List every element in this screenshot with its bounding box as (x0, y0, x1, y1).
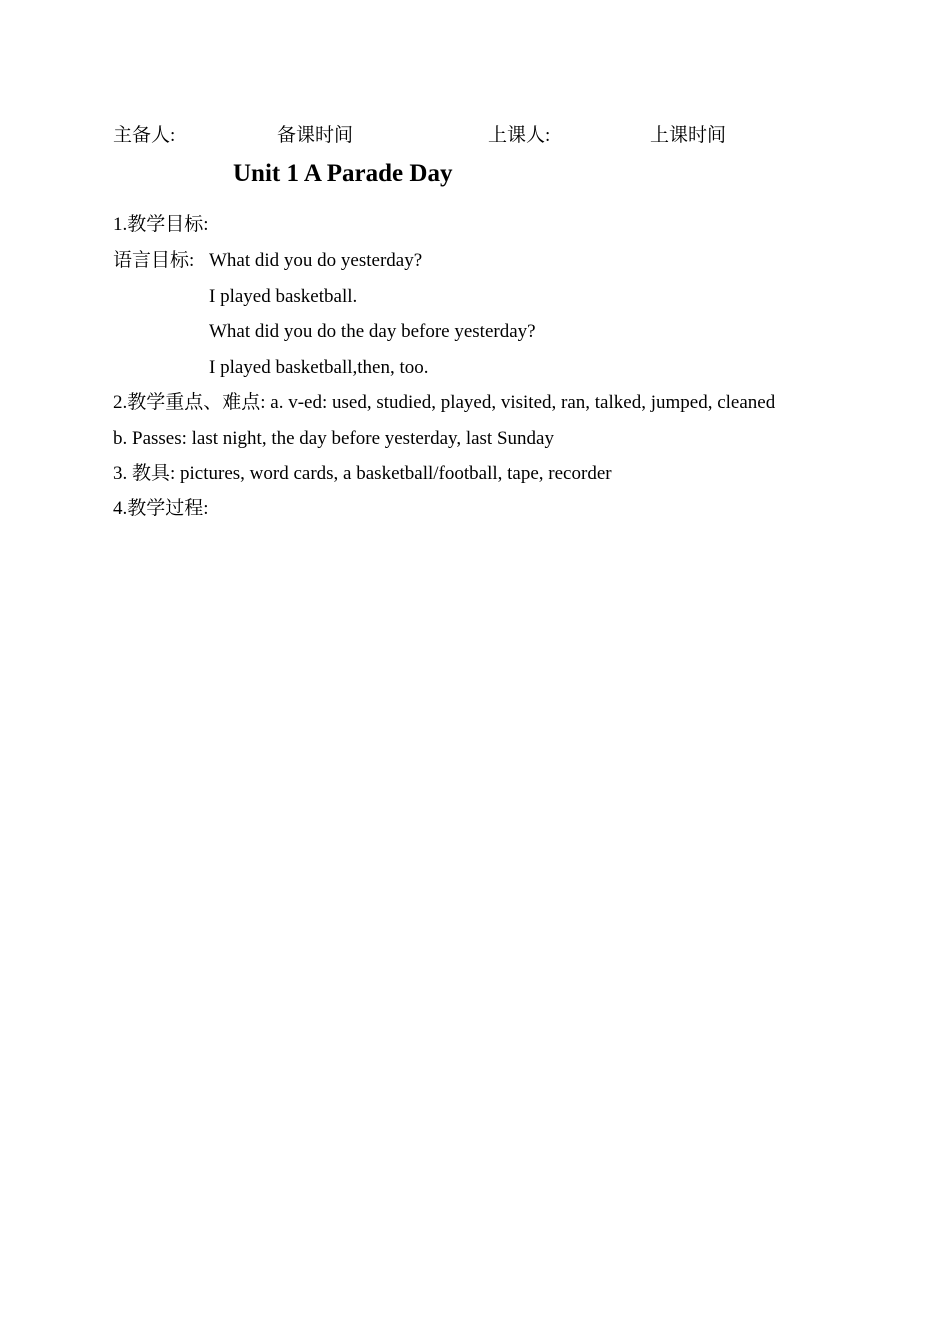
teacher-label: 上课人: (488, 125, 551, 146)
language-goal-line: What did you do the day before yesterday? (209, 321, 536, 342)
language-goal-line: What did you do yesterday? (209, 250, 423, 271)
process-heading: 4.教学过程: (113, 498, 209, 519)
class-time-label: 上课时间 (650, 125, 727, 146)
page-title: Unit 1 A Parade Day (233, 160, 453, 187)
language-goal-line: I played basketball. (209, 286, 358, 307)
objectives-heading: 1.教学目标: (113, 214, 209, 235)
language-goal-label: 语言目标: (113, 250, 195, 271)
preparer-label: 主备人: (113, 125, 176, 146)
teaching-aids-line: 3. 教具: pictures, word cards, a basketball/football, tape, recorder (113, 463, 612, 484)
key-points-line: 2.教学重点、难点: a. v-ed: used, studied, played, visited, ran, talked, jumped, cleaned (113, 392, 776, 413)
language-goal-line: I played basketball,then, too. (209, 357, 429, 378)
prep-time-label: 备课时间 (277, 125, 354, 146)
key-points-b-line: b. Passes: last night, the day before yesterday, last Sunday (113, 428, 554, 449)
